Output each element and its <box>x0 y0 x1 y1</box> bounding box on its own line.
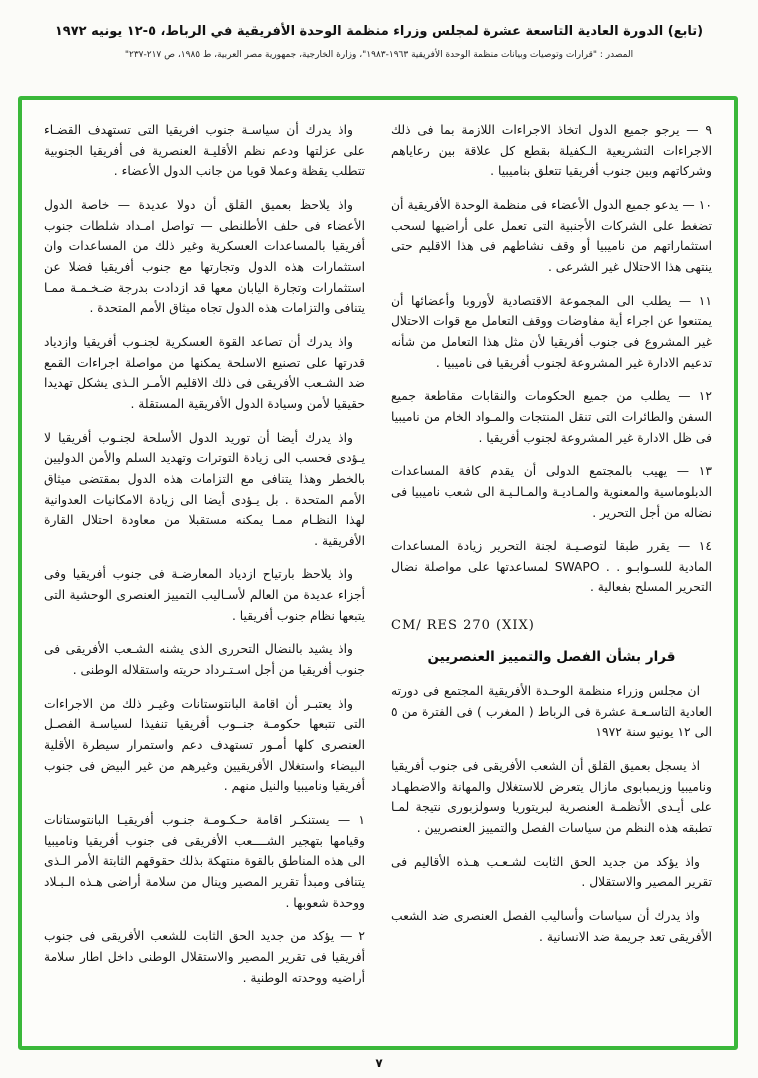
preamble-paragraph: واذ يلاحظ بعميق القلق أن دولا عديدة — خاصة الدول الأعضاء فى حلف الأطلنطى — تواصل امـداد شلطات جنوب أفريقيا بالمساعدات العسكرية وغير ذلك من المساعدات وان استثمارات هذه الدول وتجارتها مع جنوب أفريقيا فضلا عن استثمارات وتجارة اليابان معها قد ازدادت بدرجة ضـخـمـة ممـا يتنافى والتزامات هذه الدول تجاه ميثاق الأمم المتحدة . <box>44 197 365 316</box>
operative-paragraph-14: ١٤ — يقرر طبقا لتوصـيـة لجنة التحرير زيادة المساعدات المادية للسـوابـو . . SWAPO لمساعدتها على مواصلة نضال التحرير المسلح بفعالية . <box>391 539 712 595</box>
preamble-paragraph: واذ يعتبـر أن اقامة البانتوستانات وغيـر ذلك من الاجراءات التى تتبعها حكومـة جنــوب أفريقيا تنفيذا لسياسـة الفصـل العنصرى كلها أمـور تستهدف دعم واستمرار سيطرة الأقلية البيضاء واستغلال الأفريقيين وغيرهم من غير البيض فى جنوب أفريقيا وناميبيا والنيل منهم . <box>44 696 365 794</box>
two-column-layout <box>44 120 712 1032</box>
resolution-heading: قرار بشأن الفصل والتمييز العنصريين <box>427 649 676 666</box>
operative-paragraph-2: ٢ — يؤكد من جديد الحق الثابت للشعب الأفريقى فى جنوب أفريقيا فى تقرير المصير والاستقلال الوطنى داخل اطار سلامة أراضيه ووحدته الوطنية . <box>44 929 365 985</box>
resolution-reference: CM/ RES 270 (XIX) <box>391 618 535 634</box>
content-frame <box>18 96 738 1050</box>
operative-paragraph-9: ٩ — يرجو جميع الدول اتخاذ الاجراءات اللازمة بما فى ذلك الاجراءات التشريعية الـكفيلة بقطع كل علاقة بين رعاياهم وشركاتهم وبين جنوب أفريقيا تتعلق بناميبيا . <box>391 123 712 179</box>
column-right <box>391 120 712 1032</box>
preamble-paragraph: واذ يدرك أن سياسات وأساليب الفصل العنصرى ضد الشعب الأفريقى تعد جريمة ضد الانسانية . <box>391 909 712 944</box>
operative-paragraph-12: ١٢ — يطلب من جميع الحكومات والنقابات مقاطعة جميع السفن والطائرات التى تنقل المنتجات والمـواد الخام من ناميبيا فى ظل الادارة غير المشروعة لجنوب أفريقيا . <box>391 389 712 445</box>
operative-paragraph-13: ١٣ — يهيب بالمجتمع الدولى أن يقدم كافة المساعدات الدبلوماسية والمعنوية والمـاديـة والمـالـيـة الى شعب ناميبيا فى نضاله من أجل التحرير . <box>391 464 712 520</box>
preamble-paragraph: واذ يؤكد من جديد الحق الثابت لشـعـب هـذه الأقاليم فى تقرير المصير والاستقلال . <box>391 854 712 890</box>
page-number: ٧ <box>375 1056 383 1070</box>
preamble-paragraph: واذ يشيد بالنضال التحررى الذى يشنه الشـعب الأفريقى فى جنوب أفريقيا من أجل اسـتـرداد حريته واستقلاله الوطنى . <box>44 642 365 678</box>
preamble-paragraph: اذ يسجل بعميق القلق أن الشعب الأفريقى فى جنوب أفريقيا وناميبيا وزيمبابوى مازال يتعرض للاستغلال والمهانة والاضطهـاد على أيـدى الأنظمـة العنصرية لبريتوريا وسولزبورى نتيجة لمـا تطبقه هذه النظم من سياسات الفصل والتمييز العنصريين . <box>391 759 712 836</box>
column-left <box>44 120 365 1032</box>
preamble-paragraph: واذ يدرك أن تصاعد القوة العسكرية لجنـوب أفريقيا وازدياد قدرتها على تصنيع الاسلحة يمكنها من مواصلة اجراءات القمع ضد الشـعب الأفريقى فى ذلك الاقليم الأمـر الـذى يشكل تهديدا حقيقيا لأمن وسيادة الدول الأفريقية المستقلة . <box>44 334 365 411</box>
operative-paragraph-11: ١١ — يطلب الى المجموعة الاقتصادية لأوروبا وأعضائها أن يمتنعوا عن اجراء أية مفاوضات ووقف التعامل مع قوات الاحتلال غير المشروع فى جنوب أفريقيا لأن مثل هذا التعامل من شأنه تدعيم الادارة غير المشروعة لجنوب أفريقيا فى ناميبيا . <box>391 293 712 370</box>
preamble-paragraph: واذ يدرك أن سياسـة جنوب افريقيا التى تستهدف القضـاء على عزلتها ودعم نظم الأقليـة العنصرية فى أفريقيا الجنوبية تتطلب يقظة وعملا قويا من جانب الدول الأعضاء . <box>44 123 365 179</box>
preamble-paragraph: واذ يدرك أيضا أن توريد الدول الأسلحة لجنـوب أفريقيا لا يـؤدى فحسب الى زيادة التوترات وتهديد السلم والأمن الدوليين بالخطر وهذا يتنافى مع التزامات هذه الدول بمقتضى ميثاق الأمم المتحدة . بل يـؤدى أيضا الى زيادة الامكانيات العدوانية لهذا النظـام ممـا يمكنه مستقبلا من معاودة احتلال القارة الأفريقية . <box>44 430 365 548</box>
preamble-paragraph: واذ يلاحظ بارتياح ازدياد المعارضـة فى جنوب أفريقيا وفى أجزاء عديدة من العالم لأسـاليب التمييز العنصرى الوحشية التى يتبعها نظام جنوب أفريقيا . <box>44 567 365 623</box>
page-header <box>0 0 758 62</box>
operative-paragraph-10: ١٠ — يدعو جميع الدول الأعضاء فى منظمة الوحدة الأفريقية أن تضغط على الشركات الأجنبية التى تعمل على أراضيها لسحب استثماراتهم من ناميبيا أو وقف نشاطهم فى هذا الاقليم حتى ينتهى هذا الاحتلال غير الشرعى . <box>391 197 712 274</box>
document-title: (تابع) الدورة العادية التاسعة عشرة لمجلس وزراء منظمة الوحدة الأفريقية في الرباط، ٥-١٢ يونيه ١٩٧٢ <box>54 24 704 39</box>
source-citation: المصدر : "قرارات وتوصيات وبيانات منظمة الوحدة الأفريقية ١٩٦٣-١٩٨٣"، وزارة الخارجية، جمهورية مصر العربية، ط ١٩٨٥، ص ٢١٧-٢٣٧" <box>124 49 634 60</box>
operative-paragraph-1: ١ — يستنكـر اقامة حـكـومـة جنـوب أفريقيـا البانتوستانات وقيامها بتهجير الشــــعب الأفريقى فى جنوب أفريقيا وناميبيا الى هذه المناطق بالقوة منتهكة بذلك حقوقهم الثابتة الأمر الـذى يتنافى ومبدأ تقرير المصير وينال من سلامة أراضى هـذه الـبـلاد ووحدة شعوبها . <box>44 813 365 910</box>
preamble-paragraph: ان مجلس وزراء منظمة الوحـدة الأفريقية المجتمع فى دورته العادية التاسـعـة عشرة فى الرباط ( المغرب ) فى الفترة من ٥ الى ١٢ يونيو سنة ١٩٧٢ <box>391 684 712 740</box>
